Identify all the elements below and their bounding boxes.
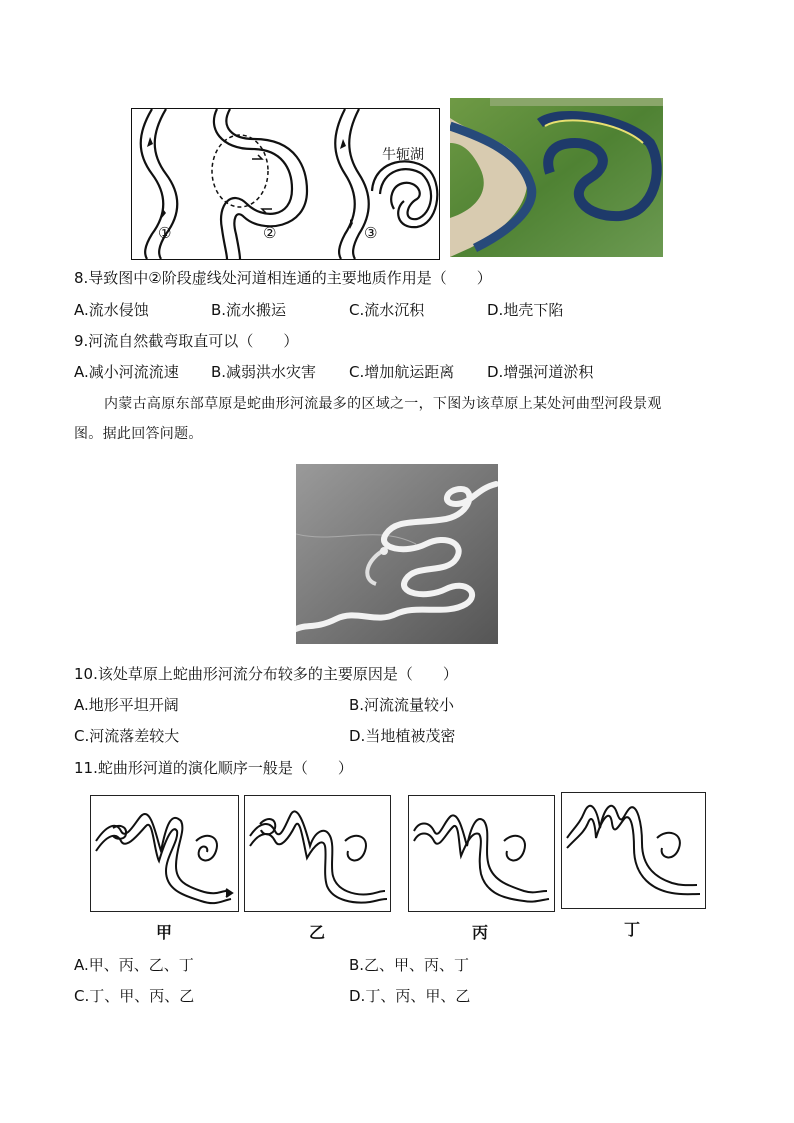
passage-line-2: 图。据此回答问题。 [74,426,203,442]
question-8-stem: 8.导致图中②阶段虚线处河道相连通的主要地质作用是（ ） [74,269,492,287]
meander-evolution-diagram [131,108,440,260]
question-10-option-d[interactable]: D.当地植被茂密 [349,727,456,745]
panel-label-ding: 丁 [623,920,640,939]
panel-yi [244,795,391,912]
question-8-option-b[interactable]: B.流水搬运 [211,301,287,319]
passage-line-1: 内蒙古高原东部草原是蛇曲形河流最多的区域之一，下图为该草原上某处河曲型河段景观 [104,396,662,412]
meander-diagram-svg [132,109,439,259]
grassland-meander-photo [296,464,498,644]
question-11-option-a[interactable]: A.甲、丙、乙、丁 [74,956,194,974]
panel-label-yi: 乙 [308,923,325,942]
question-10-option-c[interactable]: C.河流落差较大 [74,727,180,745]
question-9-option-b[interactable]: B.减弱洪水灾害 [211,363,317,381]
question-9-option-d[interactable]: D.增强河道淤积 [487,363,594,381]
question-10-option-a[interactable]: A.地形平坦开阔 [74,696,179,714]
oxbow-lake-photo [450,98,663,257]
question-10-stem: 10.该处草原上蛇曲形河流分布较多的主要原因是（ ） [74,665,458,683]
panel-label-jia: 甲 [155,923,172,942]
question-8-option-d[interactable]: D.地壳下陷 [487,301,564,319]
question-11-option-d[interactable]: D.丁、丙、甲、乙 [349,987,471,1005]
question-11-option-c[interactable]: C.丁、甲、丙、乙 [74,987,195,1005]
oxbow-lake-shape [372,161,437,227]
question-8-option-a[interactable]: A.流水侵蚀 [74,301,149,319]
panel-jia [90,795,239,912]
dashed-cutoff-circle [212,135,268,207]
panel-ding [561,792,706,909]
question-11-stem: 11.蛇曲形河道的演化顺序一般是（ ） [74,759,353,777]
panel-label-bing: 丙 [471,923,488,942]
oxbow-lake-label: 牛轭湖 [382,147,424,163]
question-9-option-a[interactable]: A.减小河流流速 [74,363,179,381]
question-9-stem: 9.河流自然截弯取直可以（ ） [74,332,299,350]
stage-1-label: ① [158,224,172,242]
question-10-option-b[interactable]: B.河流流量较小 [349,696,455,714]
question-11-option-b[interactable]: B.乙、甲、丙、丁 [349,956,470,974]
stage-2-label: ② [263,224,277,242]
question-9-option-c[interactable]: C.增加航运距离 [349,363,455,381]
question-8-option-c[interactable]: C.流水沉积 [349,301,425,319]
stage-2-river [214,109,307,259]
stage-3-label: ③ [364,224,378,242]
panel-bing [408,795,555,912]
